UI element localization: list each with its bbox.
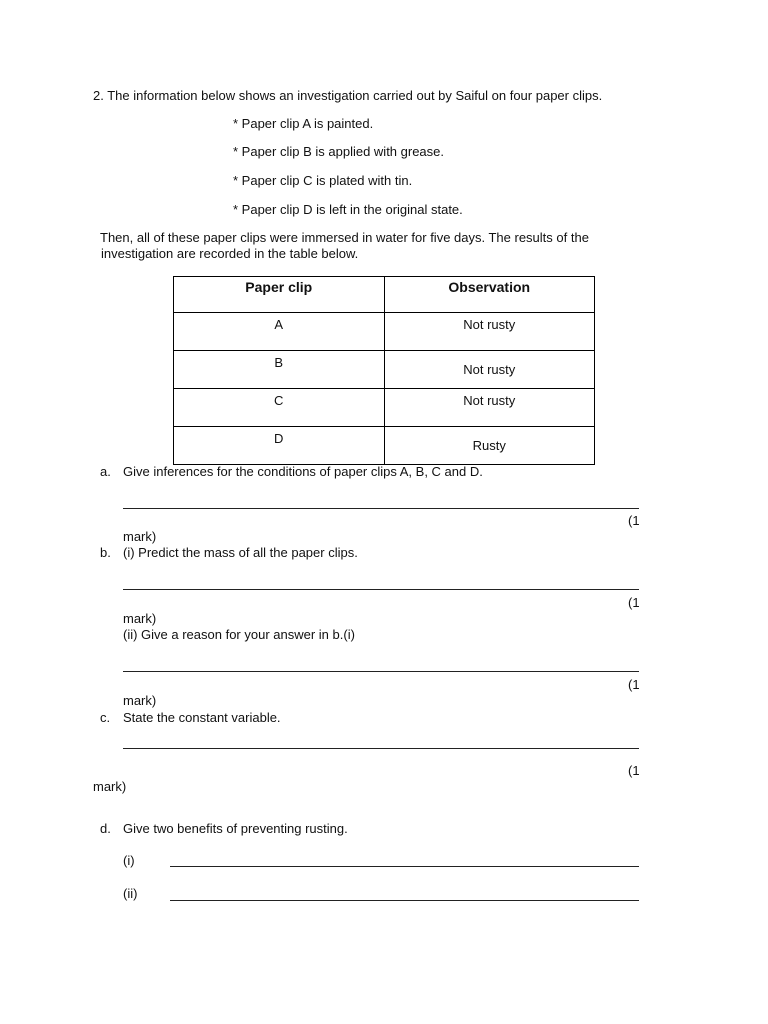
cell-clip: C: [174, 389, 385, 427]
results-table: [173, 276, 595, 465]
part-d-ii-label: (ii): [123, 886, 138, 901]
question-intro: 2. The information below shows an investigation carried out by Saiful on four paper clips.: [93, 88, 603, 103]
mark-close-a: mark): [123, 529, 157, 544]
table-header-row: [174, 277, 595, 313]
cell-clip: B: [174, 351, 385, 389]
header-paper-clip: Paper clip: [174, 277, 385, 313]
table-row: [174, 351, 595, 389]
answer-line-a[interactable]: [123, 508, 639, 509]
mark-open-b-ii: (1: [628, 677, 640, 692]
part-b-text: (i) Predict the mass of all the paper clips.: [123, 545, 358, 560]
bullet-c: * Paper clip C is plated with tin.: [233, 173, 413, 188]
cell-observation: Rusty: [384, 427, 595, 465]
answer-line-b-i[interactable]: [123, 589, 639, 590]
mark-open-b-i: (1: [628, 595, 640, 610]
bullet-a: * Paper clip A is painted.: [233, 116, 374, 131]
cell-observation: Not rusty: [384, 351, 595, 389]
table-row: [174, 427, 595, 465]
part-c-letter: c.: [100, 710, 111, 725]
mark-close-b-i: mark): [123, 611, 157, 626]
paragraph-line-1: Then, all of these paper clips were immersed in water for five days. The results of the: [100, 230, 589, 245]
paragraph-line-2: investigation are recorded in the table below.: [101, 246, 359, 261]
cell-observation: Not rusty: [384, 389, 595, 427]
part-a-text: Give inferences for the conditions of paper clips A, B, C and D.: [123, 464, 483, 479]
answer-line-d-i[interactable]: [170, 866, 639, 867]
part-b-letter: b.: [100, 545, 111, 560]
cell-clip: A: [174, 313, 385, 351]
cell-clip: D: [174, 427, 385, 465]
cell-observation: Not rusty: [384, 313, 595, 351]
bullet-b: * Paper clip B is applied with grease.: [233, 144, 445, 159]
mark-close-c: mark): [93, 779, 127, 794]
answer-line-c[interactable]: [123, 748, 639, 749]
part-d-text: Give two benefits of preventing rusting.: [123, 821, 348, 836]
table-row: [174, 313, 595, 351]
mark-close-b-ii: mark): [123, 693, 157, 708]
mark-open-a: (1: [628, 513, 640, 528]
header-observation: Observation: [384, 277, 595, 313]
part-c-text: State the constant variable.: [123, 710, 281, 725]
answer-line-b-ii[interactable]: [123, 671, 639, 672]
part-d-letter: d.: [100, 821, 111, 836]
part-b-ii-text: (ii) Give a reason for your answer in b.(i): [123, 627, 355, 642]
mark-open-c: (1: [628, 763, 640, 778]
part-d-i-label: (i): [123, 853, 135, 868]
answer-line-d-ii[interactable]: [170, 900, 639, 901]
bullet-d: * Paper clip D is left in the original state.: [233, 202, 463, 217]
part-a-letter: a.: [100, 464, 111, 479]
table-row: [174, 389, 595, 427]
